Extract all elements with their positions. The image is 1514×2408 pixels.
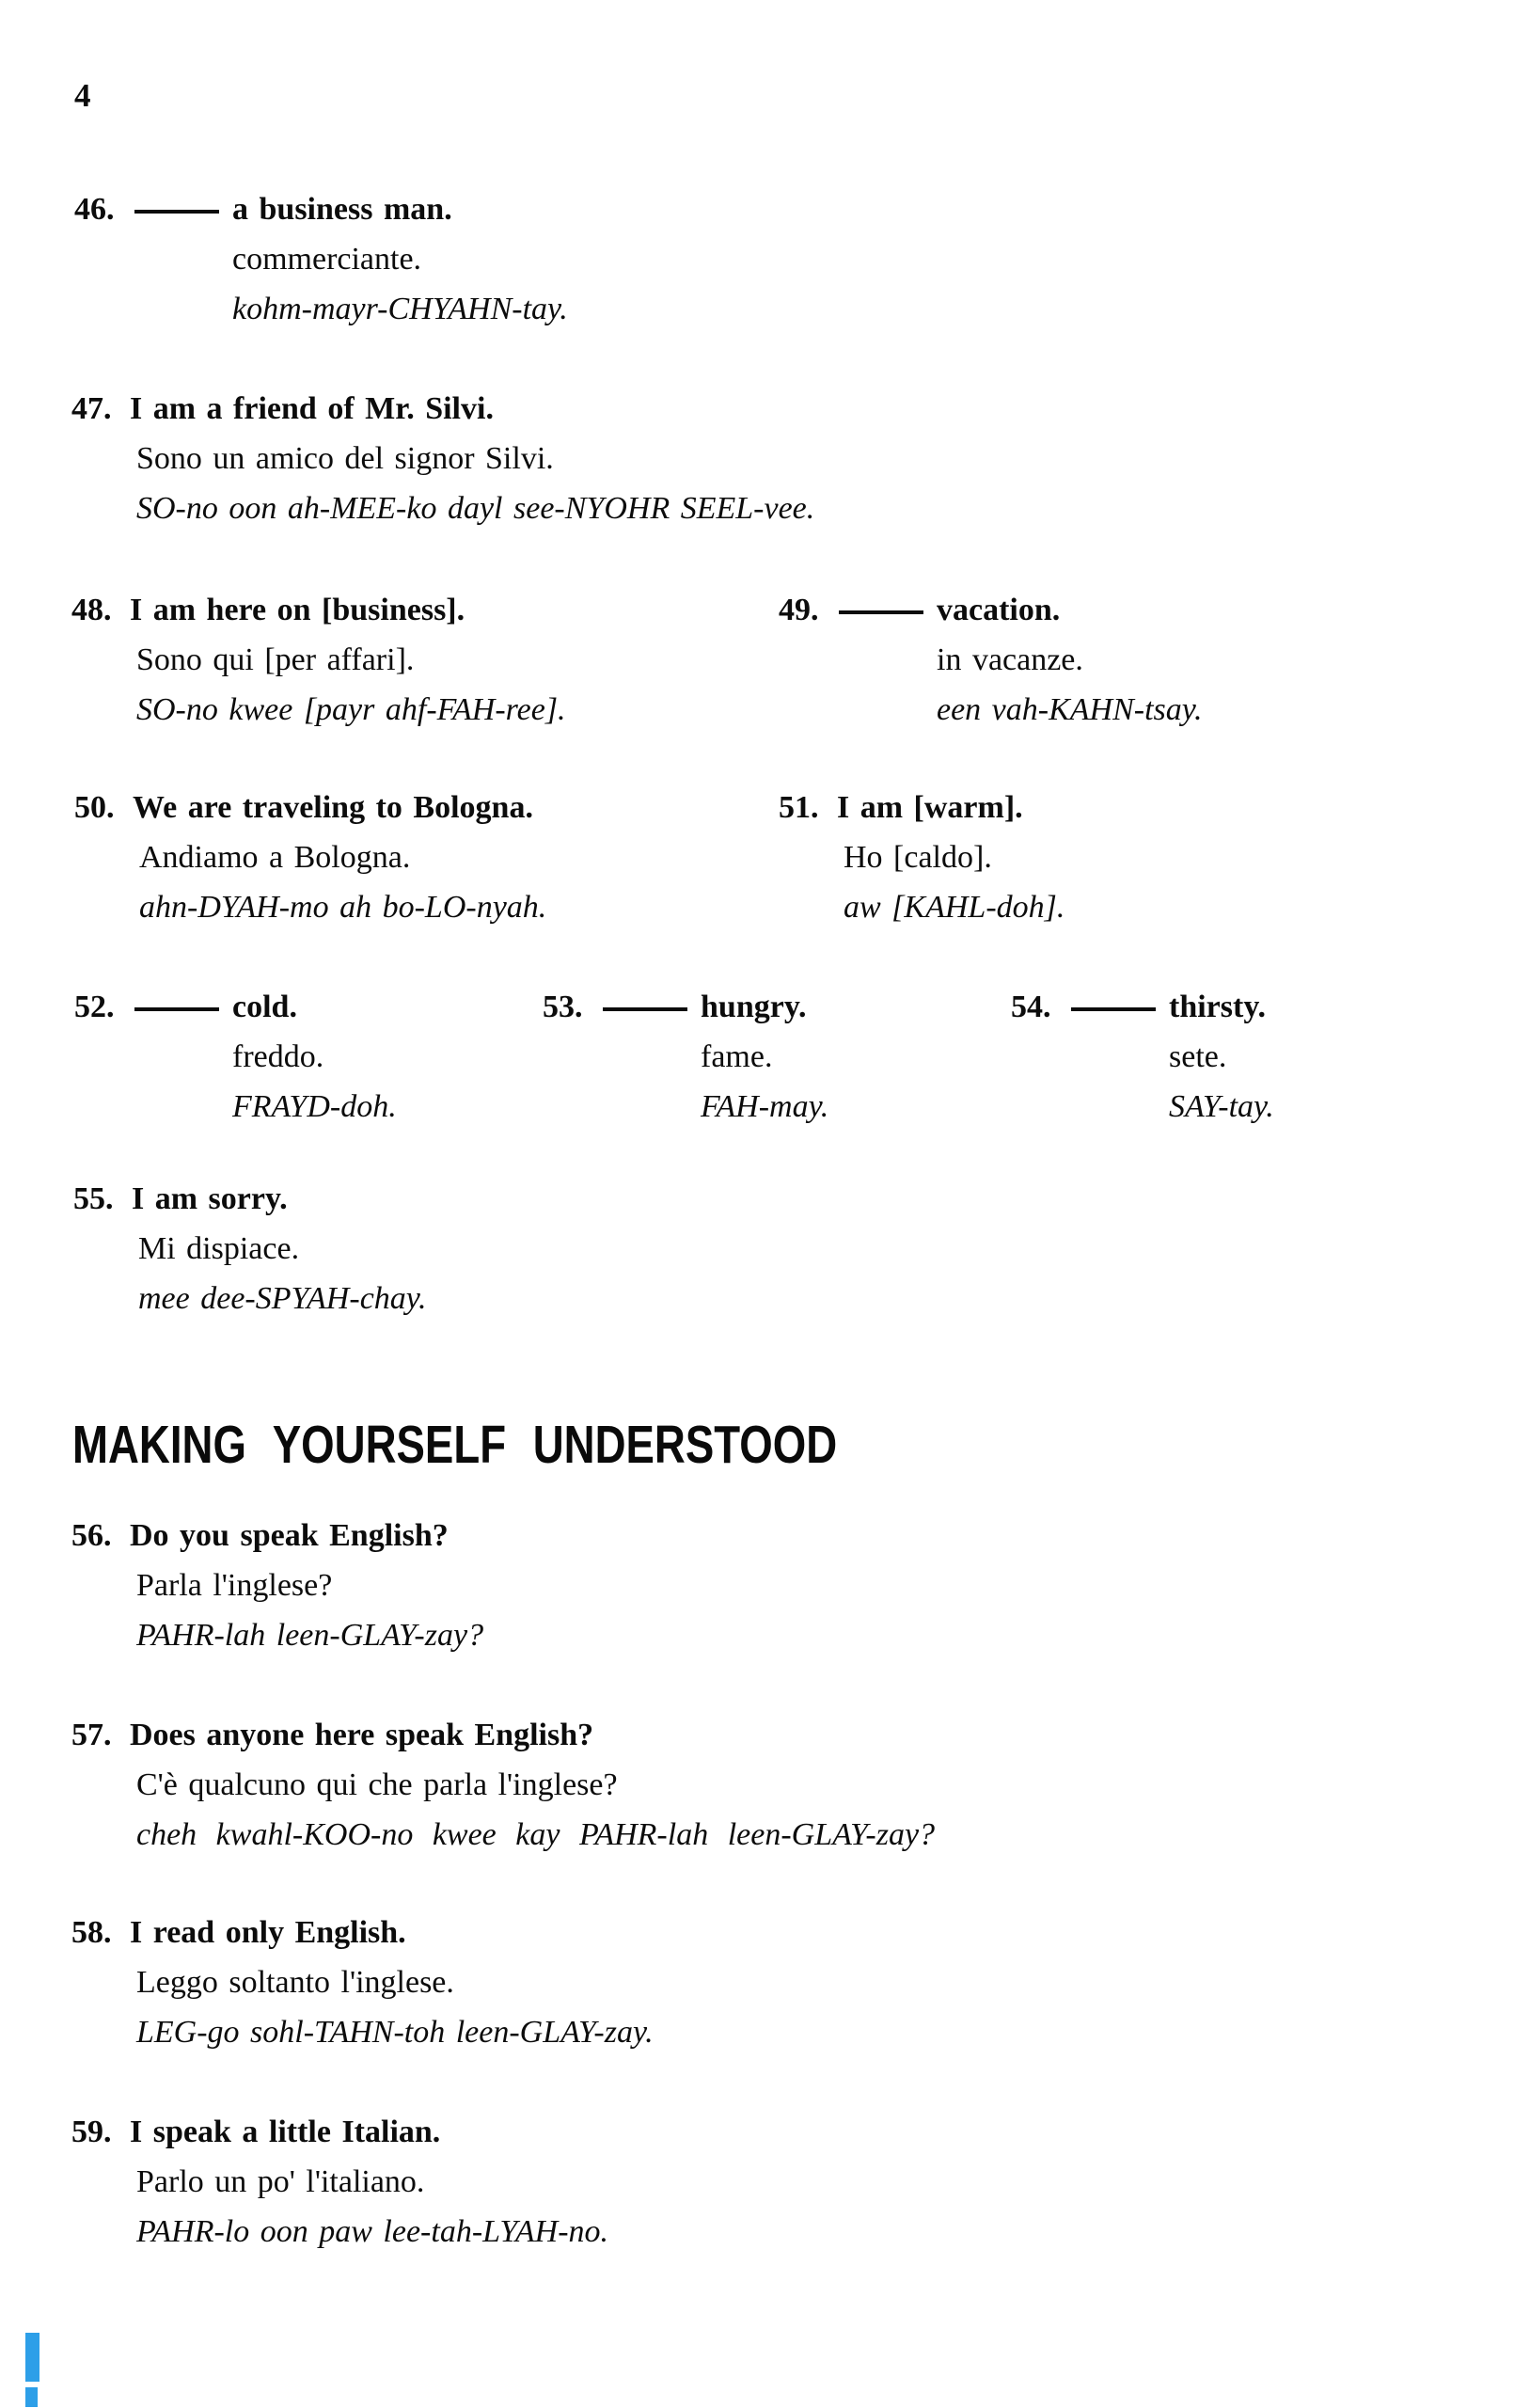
entry-number: 55.: [73, 1181, 114, 1216]
phrase-entry-53: [543, 982, 828, 1132]
phrase-entry-46: [74, 184, 568, 334]
entry-english: I read only English.: [130, 1915, 406, 1950]
entry-italian: freddo.: [232, 1039, 324, 1074]
phrase-entry-58: [71, 1908, 654, 2057]
entry-italian: Sono qui [per affari].: [136, 642, 415, 677]
blue-scan-mark-icon: [25, 2333, 39, 2382]
entry-number: 59.: [71, 2115, 112, 2149]
entry-number: 56.: [71, 1518, 112, 1553]
entry-english: vacation.: [937, 593, 1061, 627]
entry-phonetic: SO-no oon ah-MEE-ko dayl see-NYOHR SEEL-vee.: [136, 491, 815, 526]
entry-english: I am sorry.: [132, 1181, 288, 1216]
entry-phonetic: mee dee-SPYAH-chay.: [138, 1281, 427, 1316]
phrase-entry-57: [71, 1710, 935, 1860]
entry-italian: C'è qualcuno qui che parla l'inglese?: [136, 1767, 618, 1802]
entry-phonetic: ahn-DYAH-mo ah bo-LO-nyah.: [139, 890, 547, 925]
entry-phonetic: kohm-mayr-CHYAHN-tay.: [232, 292, 568, 326]
entry-number: 58.: [71, 1915, 112, 1950]
phrase-entry-56: [71, 1511, 483, 1660]
entry-phonetic: een vah-KAHN-tsay.: [937, 692, 1203, 727]
entry-english: Does anyone here speak English?: [130, 1718, 594, 1752]
entry-phonetic: LEG-go sohl-TAHN-toh leen-GLAY-zay.: [136, 2015, 654, 2050]
entry-italian: Leggo soltanto l'inglese.: [136, 1965, 454, 2000]
entry-italian: Ho [caldo].: [844, 840, 992, 875]
entry-phonetic: aw [KAHL-doh].: [844, 890, 1065, 925]
entry-english: I am [warm].: [837, 790, 1023, 825]
entry-phonetic: PAHR-lah leen-GLAY-zay?: [136, 1618, 484, 1653]
entry-italian: fame.: [701, 1039, 773, 1074]
entry-number: 57.: [71, 1718, 112, 1752]
page-number: 4: [74, 77, 91, 114]
blank-dash: [134, 1007, 219, 1011]
phrase-entry-50: [74, 783, 546, 932]
entry-number: 51.: [779, 790, 819, 825]
entry-phonetic: PAHR-lo oon paw lee-tah-LYAH-no.: [136, 2214, 609, 2249]
entry-english: I am a friend of Mr. Silvi.: [130, 391, 494, 426]
blue-scan-mark-icon: [25, 2387, 38, 2407]
entry-english: Do you speak English?: [130, 1518, 449, 1553]
entry-number: 46.: [74, 192, 115, 227]
entry-number: 50.: [74, 790, 115, 825]
phrase-entry-51: [779, 783, 1065, 932]
phrase-entry-54: [1011, 982, 1274, 1132]
entry-number: 49.: [779, 593, 819, 627]
entry-number: 48.: [71, 593, 112, 627]
entry-number: 47.: [71, 391, 112, 426]
entry-phonetic: FAH-may.: [701, 1089, 829, 1124]
phrase-entry-55: [73, 1174, 427, 1323]
entry-english: cold.: [232, 990, 297, 1024]
entry-english: We are traveling to Bologna.: [133, 790, 533, 825]
blank-dash: [839, 610, 923, 614]
blank-dash: [1071, 1007, 1156, 1011]
entry-italian: Andiamo a Bologna.: [139, 840, 411, 875]
entry-italian: sete.: [1169, 1039, 1227, 1074]
entry-english: I am here on [business].: [130, 593, 465, 627]
entry-italian: Parlo un po' l'italiano.: [136, 2164, 425, 2199]
entry-number: 53.: [543, 990, 583, 1024]
entry-phonetic: cheh kwahl-KOO-no kwee kay PAHR-lah leen-GLAY-zay?: [136, 1817, 936, 1852]
phrase-entry-47: [71, 384, 814, 533]
entry-phonetic: SO-no kwee [payr ahf-FAH-ree].: [136, 692, 566, 727]
phrase-entry-48: [71, 585, 566, 735]
entry-italian: Parla l'inglese?: [136, 1568, 333, 1603]
entry-italian: commerciante.: [232, 242, 422, 277]
entry-phonetic: SAY-tay.: [1169, 1089, 1274, 1124]
entry-italian: in vacanze.: [937, 642, 1083, 677]
phrase-entry-59: [71, 2107, 608, 2257]
entry-number: 54.: [1011, 990, 1051, 1024]
blank-dash: [134, 210, 219, 214]
entry-english: thirsty.: [1169, 990, 1266, 1024]
entry-italian: Mi dispiace.: [138, 1231, 300, 1266]
entry-english: I speak a little Italian.: [130, 2115, 441, 2149]
entry-italian: Sono un amico del signor Silvi.: [136, 441, 554, 476]
entry-english: hungry.: [701, 990, 807, 1024]
entry-english: a business man.: [232, 192, 452, 227]
entry-number: 52.: [74, 990, 115, 1024]
entry-phonetic: FRAYD-doh.: [232, 1089, 397, 1124]
section-heading: MAKING YOURSELF UNDERSTOOD: [72, 1415, 838, 1475]
blank-dash: [603, 1007, 687, 1011]
phrase-entry-49: [779, 585, 1203, 735]
phrase-entry-52: [74, 982, 397, 1132]
